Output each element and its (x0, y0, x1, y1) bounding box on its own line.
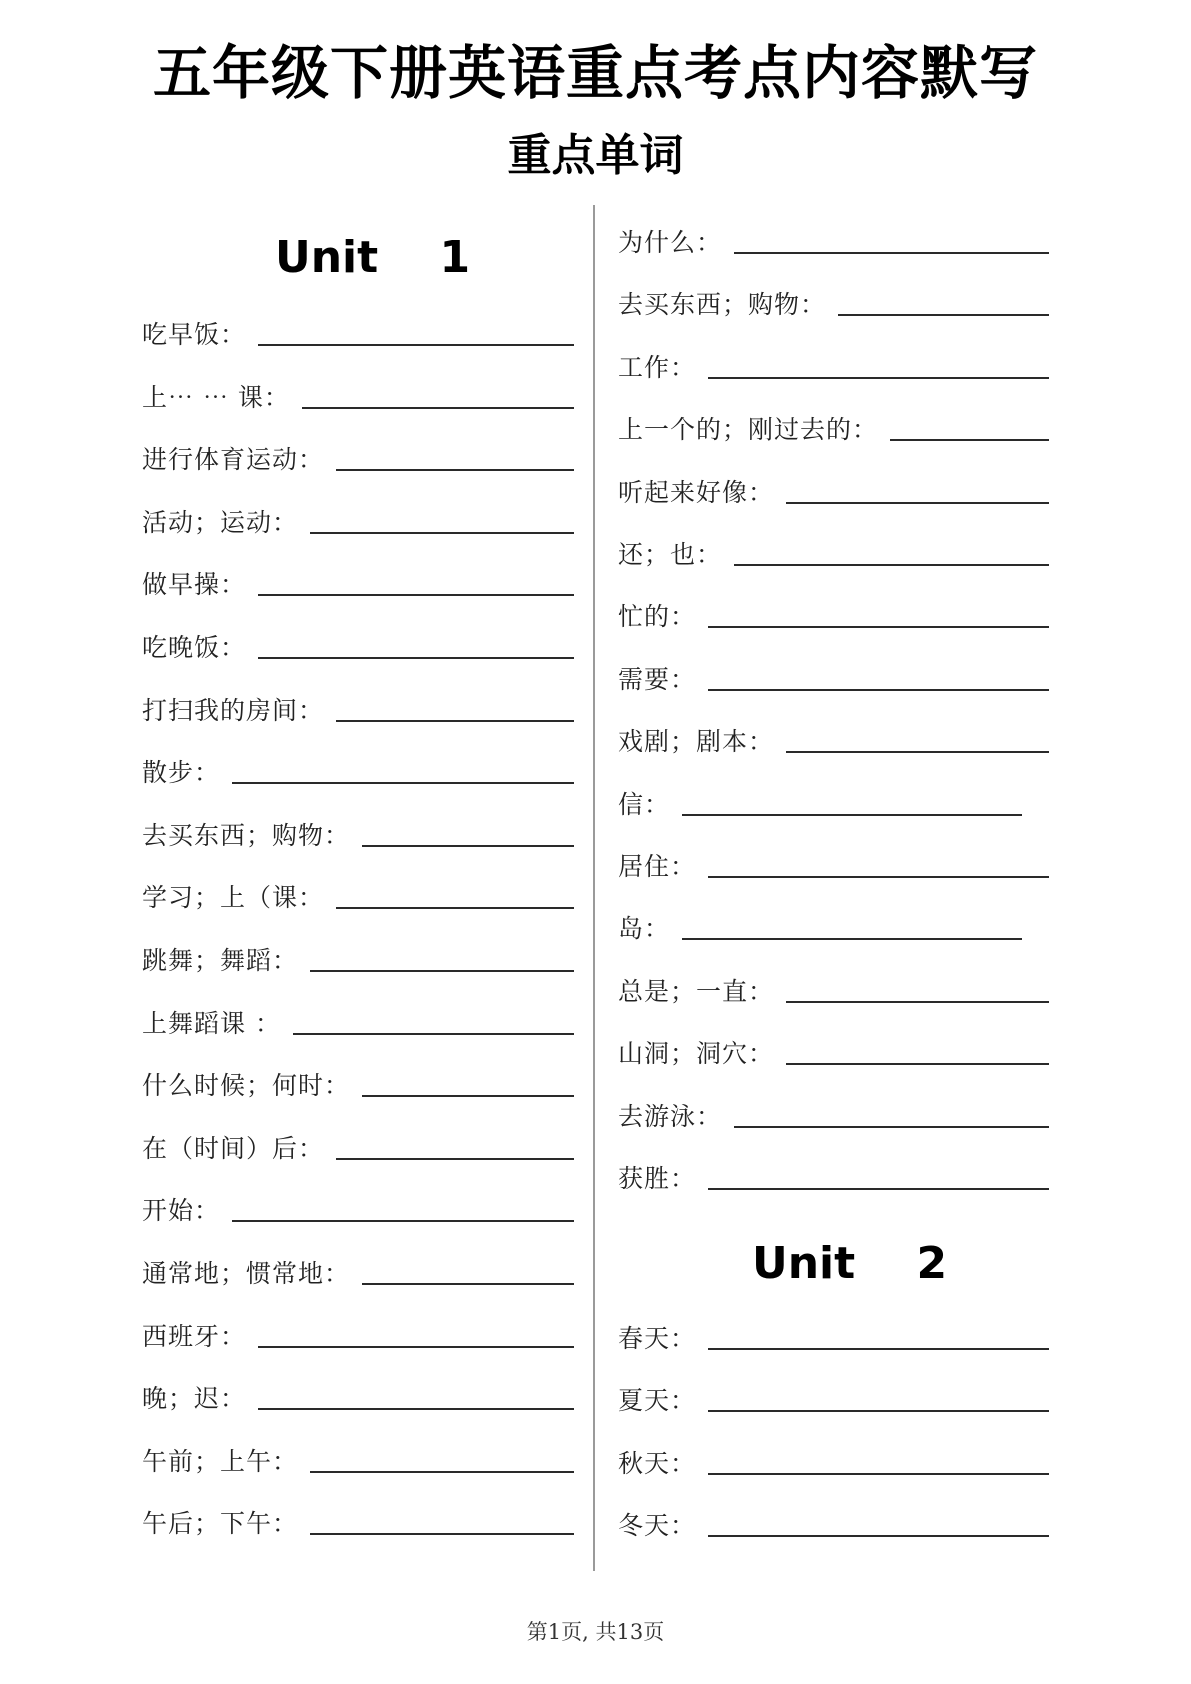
vocab-row (618, 717, 1049, 757)
vocab-row (618, 592, 1049, 632)
vocab-label: 西班牙： (142, 1321, 247, 1351)
vocab-label: 上舞蹈课 ： (142, 1008, 281, 1038)
vocab-row (618, 280, 1049, 320)
vocab-row (142, 1374, 574, 1414)
vocab-label: 听起来好像： (618, 477, 775, 507)
vocab-label: 冬天： (618, 1511, 697, 1541)
vocab-row (142, 310, 574, 350)
vocab-label: 上⋯ ⋯ 课： (142, 382, 290, 412)
vocab-row (618, 1439, 1049, 1479)
vocab-row (618, 530, 1049, 570)
column-divider (593, 205, 595, 1571)
answer-blank[interactable] (786, 501, 1049, 504)
vocab-row (142, 623, 574, 663)
vocab-label: 做早操： (142, 570, 247, 600)
vocab-label: 午后；下午： (142, 1509, 299, 1539)
vocab-label: 夏天： (618, 1386, 697, 1416)
answer-blank[interactable] (734, 251, 1049, 254)
vocab-label: 工作： (618, 352, 697, 382)
vocab-row (142, 1499, 574, 1539)
answer-blank[interactable] (310, 969, 574, 972)
vocab-row (142, 1186, 574, 1226)
answer-blank[interactable] (310, 531, 574, 534)
answer-blank[interactable] (708, 875, 1049, 878)
vocab-label: 在（时间）后： (142, 1133, 325, 1163)
vocab-label: 午前；上午： (142, 1446, 299, 1476)
answer-blank[interactable] (258, 656, 574, 659)
page-number: 第1页, 共13页 (526, 1620, 665, 1644)
vocab-label: 秋天： (618, 1448, 697, 1478)
vocab-label: 忙的： (618, 602, 697, 632)
vocab-row (618, 780, 1022, 820)
vocab-label: 还；也： (618, 540, 723, 569)
vocab-row (618, 1376, 1049, 1416)
vocab-row (618, 1314, 1049, 1354)
answer-blank[interactable] (232, 781, 574, 784)
vocab-label: 去买东西；购物： (142, 820, 351, 850)
vocab-row (618, 1154, 1049, 1194)
answer-blank[interactable] (336, 1157, 574, 1160)
vocab-label: 上一个的；刚过去的： (618, 415, 879, 445)
answer-blank[interactable] (362, 1282, 574, 1285)
vocab-row (618, 842, 1049, 882)
vocab-row (618, 1501, 1049, 1541)
answer-blank[interactable] (293, 1032, 574, 1035)
vocab-label: 岛： (618, 914, 671, 944)
answer-blank[interactable] (310, 1532, 574, 1535)
vocab-label: 开始： (142, 1196, 221, 1226)
vocab-row (142, 560, 574, 600)
vocab-row (618, 904, 1022, 944)
vocab-row (618, 1092, 1049, 1132)
answer-blank[interactable] (336, 468, 574, 471)
vocab-label: 需要： (618, 664, 697, 694)
vocab-row (142, 1312, 574, 1352)
vocab-row (618, 1029, 1049, 1069)
vocab-label: 通常地；惯常地： (142, 1259, 351, 1288)
vocab-label: 晚；迟： (142, 1384, 247, 1414)
vocab-row (142, 686, 574, 726)
vocab-row (142, 999, 574, 1039)
vocab-row (618, 218, 1049, 258)
vocab-label: 吃晚饭： (142, 633, 247, 662)
document-title: 五年级下册英语重点考点内容默写 (152, 39, 1038, 107)
vocab-label: 吃早饭： (142, 320, 247, 349)
vocab-label: 获胜： (618, 1164, 697, 1193)
answer-blank[interactable] (310, 1470, 574, 1473)
answer-blank[interactable] (708, 376, 1049, 379)
vocab-label: 去游泳： (618, 1101, 723, 1131)
vocab-row (618, 343, 1049, 383)
vocab-row (142, 1249, 574, 1289)
vocab-label: 为什么： (618, 228, 723, 257)
unit-2-heading: Unit 2 (752, 1238, 948, 1289)
vocab-label: 信： (618, 789, 671, 819)
answer-blank[interactable] (708, 625, 1049, 628)
section-subtitle: 重点单词 (507, 130, 684, 181)
vocab-label: 什么时候；何时： (142, 1071, 351, 1101)
vocab-row (618, 967, 1049, 1007)
vocab-row (142, 936, 574, 976)
vocab-label: 打扫我的房间： (142, 695, 325, 725)
vocab-label: 山洞；洞穴： (618, 1039, 775, 1069)
vocab-row (142, 1061, 574, 1101)
vocab-row (142, 1437, 574, 1477)
vocab-label: 居住： (618, 852, 697, 881)
vocab-label: 活动；运动： (142, 507, 299, 537)
answer-blank[interactable] (786, 750, 1049, 753)
answer-blank[interactable] (708, 1472, 1049, 1475)
vocab-label: 总是；一直： (618, 976, 775, 1006)
vocab-label: 戏剧；剧本： (618, 727, 775, 757)
answer-blank[interactable] (708, 1534, 1049, 1537)
answer-blank[interactable] (786, 1062, 1049, 1065)
vocab-row (142, 811, 574, 851)
vocab-row (142, 435, 574, 475)
answer-blank[interactable] (838, 313, 1049, 316)
answer-blank[interactable] (258, 1345, 574, 1348)
answer-blank[interactable] (362, 844, 574, 847)
vocab-label: 去买东西；购物： (618, 290, 827, 320)
answer-blank[interactable] (734, 563, 1049, 566)
answer-blank[interactable] (734, 1125, 1049, 1128)
answer-blank[interactable] (258, 1407, 574, 1410)
answer-blank[interactable] (890, 438, 1049, 441)
answer-blank[interactable] (362, 1094, 574, 1097)
answer-blank[interactable] (336, 719, 574, 722)
answer-blank[interactable] (258, 343, 574, 346)
vocab-label: 跳舞；舞蹈： (142, 946, 299, 975)
vocab-row (618, 655, 1049, 695)
vocab-label: 春天： (618, 1324, 697, 1353)
answer-blank[interactable] (708, 1347, 1049, 1350)
unit-1-heading: Unit 1 (275, 232, 471, 283)
vocab-row (142, 1124, 574, 1164)
answer-blank[interactable] (336, 906, 574, 909)
answer-blank[interactable] (682, 937, 1022, 940)
answer-blank[interactable] (708, 1409, 1049, 1412)
answer-blank[interactable] (258, 593, 574, 596)
vocab-row (618, 405, 1049, 445)
answer-blank[interactable] (682, 813, 1022, 816)
answer-blank[interactable] (708, 1187, 1049, 1190)
vocab-row (142, 873, 574, 913)
answer-blank[interactable] (786, 1000, 1049, 1003)
vocab-label: 散步： (142, 758, 221, 788)
vocab-row (142, 748, 574, 788)
vocab-row (618, 468, 1049, 508)
vocab-label: 学习；上（课： (142, 883, 325, 913)
vocab-row (142, 373, 574, 413)
answer-blank[interactable] (302, 406, 574, 409)
answer-blank[interactable] (708, 688, 1049, 691)
vocab-label: 进行体育运动： (142, 445, 325, 475)
answer-blank[interactable] (232, 1219, 574, 1222)
vocab-row (142, 498, 574, 538)
